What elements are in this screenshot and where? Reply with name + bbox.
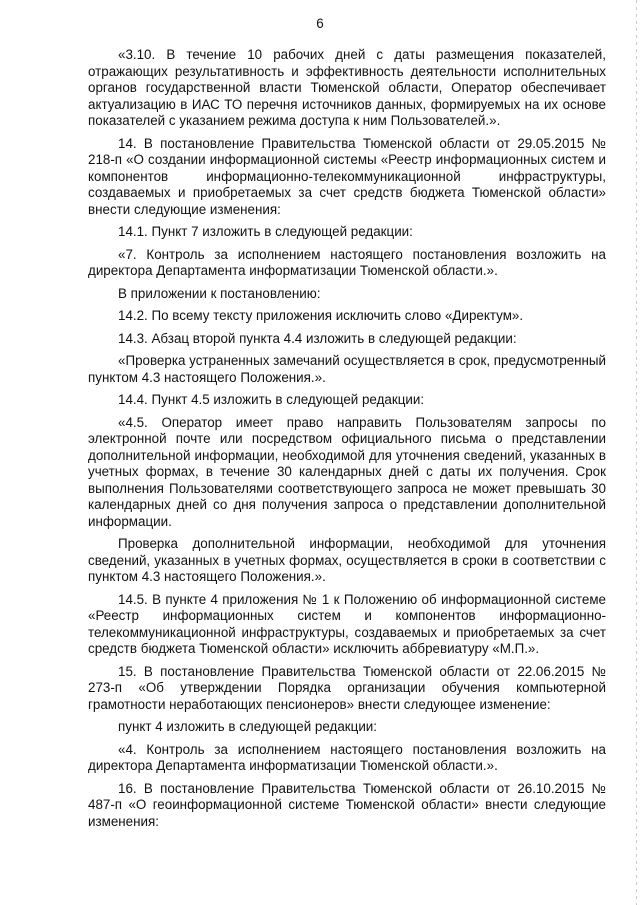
paragraph-4-5-check: Проверка дополнительной информации, необходимой для уточнения сведений, указанных в учетных формах, осуществляется в сроки в соответствии с пунктом 4.3 настоящего Положения.». [88,536,606,584]
paragraph-16: 16. В постановление Правительства Тюменской области от 26.10.2015 № 487-п «О геоинформационной системе Тюменской области» внести следующие изменения: [88,780,606,829]
paragraph-14-3: 14.3. Абзац второй пункта 4.4 изложить в следующей редакции: [118,330,517,346]
paragraph-appendix-intro: В приложении к постановлению: [118,285,321,301]
paragraph-14-1: 14.1. Пункт 7 изложить в следующей редакции: [118,224,413,239]
paragraph-4-5-text: «4.5. Оператор имеет право направить Пользователям запросы по электронной почте или посредством официального письма о представлении дополнительной информации, необходимой для уточнения сведений, указанных в учетных формах, в течение 30 календарных дней с даты их получения. Срок выполнения Пользователями соответствующего запроса не может превышать 30 календарных дней со дня получения запроса о представлении дополнительной информации. [88,414,606,529]
page-number: 6 [316,16,324,31]
paragraph-15: 15. В постановление Правительства Тюменской области от 22.06.2015 № 273-п «Об утверждении Порядка организации обучения компьютерной грамотности неработающих пенсионеров» внести следующее изменение: [88,663,606,712]
paragraph-14: 14. В постановление Правительства Тюменской области от 29.05.2015 № 218-п «О создании информационной системы «Реестр информационных систем и компонентов информационно-телекоммуникационной инфраструктуры, создаваемых и приобретаемых за счет средств бюджета Тюменской области» внести следующие изменения: [88,135,606,217]
scan-edge-line [636,0,637,905]
paragraph-15-item: пункт 4 изложить в следующей редакции: [118,719,377,734]
paragraph-14-3-text: «Проверка устраненных замечаний осуществляется в срок, предусмотренный пунктом 4.3 настоящего Положения.». [88,353,606,385]
paragraph-14-2: 14.2. По всему тексту приложения исключить слово «Директум». [118,308,524,323]
document-body [88,47,606,836]
paragraph-14-5: 14.5. В пункте 4 приложения № 1 к Положению об информационной системе «Реестр информационных систем и компонентов информационно-телекоммуникационной инфраструктуры, создаваемых и приобретаемых за счет средств бюджета Тюменской области» исключить аббревиатуру «М.П.». [88,591,606,656]
paragraph-3-10: «3.10. В течение 10 рабочих дней с даты размещения показателей, отражающих результативность и эффективность деятельности исполнительных органов государственной власти Тюменской области, Оператор обеспечивает актуализацию в ИАС ТО перечня источников данных, формируемых на их основе показателей с указанием режима доступа к ним Пользователей.». [88,47,606,128]
paragraph-15-text: «4. Контроль за исполнением настоящего постановления возложить на директора Департамента информатизации Тюменской области.». [88,741,606,773]
paragraph-14-4: 14.4. Пункт 4.5 изложить в следующей редакции: [118,392,425,407]
paragraph-14-1-text: «7. Контроль за исполнением настоящего постановления возложить на директора Департамента информатизации Тюменской области.». [88,246,606,278]
